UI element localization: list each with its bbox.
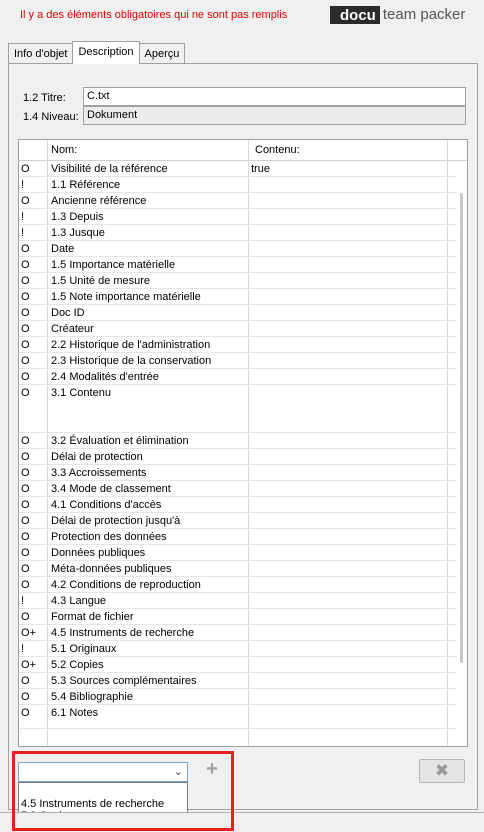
- warning-message: Il y a des éléments obligatoires qui ne sont pas remplis: [20, 9, 288, 21]
- table-row[interactable]: [19, 321, 457, 337]
- row-flag: O: [21, 323, 30, 335]
- row-name: Créateur: [51, 323, 94, 335]
- delete-icon: ✖: [434, 761, 450, 780]
- row-name: 5.3 Sources complémentaires: [51, 675, 197, 687]
- table-row[interactable]: [19, 577, 457, 593]
- tab-apercu[interactable]: Aperçu: [139, 43, 186, 64]
- row-name: 1.5 Unité de mesure: [51, 275, 151, 287]
- table-row[interactable]: [19, 353, 457, 369]
- row-name: 1.5 Importance matérielle: [51, 259, 176, 271]
- tab-info-objet[interactable]: Info d'objet: [8, 43, 73, 64]
- row-name: 4.2 Conditions de reproduction: [51, 579, 201, 591]
- row-flag: O: [21, 355, 30, 367]
- row-flag: O: [21, 339, 30, 351]
- row-name: 4.5 Instruments de recherche: [51, 627, 195, 639]
- delete-button[interactable]: [419, 759, 465, 783]
- row-name: 4.1 Conditions d'accès: [51, 499, 162, 511]
- row-flag: O: [21, 531, 30, 543]
- column-header-nom: Nom:: [51, 144, 78, 156]
- add-icon[interactable]: +: [206, 758, 218, 780]
- row-name: Doc ID: [51, 307, 85, 319]
- table-row[interactable]: [19, 385, 457, 433]
- app-logo: [330, 6, 465, 24]
- row-flag: O: [21, 387, 30, 399]
- row-name: 3.4 Mode de classement: [51, 483, 171, 495]
- metadata-table: [18, 139, 468, 747]
- table-row[interactable]: [19, 465, 457, 481]
- row-name: 2.4 Modalités d'entrée: [51, 371, 159, 383]
- row-flag: !: [21, 227, 25, 239]
- row-name: 1.1 Référence: [51, 179, 121, 191]
- row-name: Méta-données publiques: [51, 563, 172, 575]
- row-name: Format de fichier: [51, 611, 134, 623]
- row-name: 5.1 Originaux: [51, 643, 117, 655]
- row-flag: O: [21, 499, 30, 511]
- table-row[interactable]: [19, 625, 457, 641]
- titre-field[interactable]: C.txt: [83, 87, 466, 106]
- row-name: 3.2 Évaluation et élimination: [51, 435, 189, 447]
- table-row[interactable]: [19, 337, 457, 353]
- row-flag: !: [21, 179, 25, 191]
- vertical-scrollbar[interactable]: [457, 161, 467, 746]
- table-row[interactable]: [19, 657, 457, 673]
- row-flag: O+: [21, 627, 36, 639]
- row-flag: O: [21, 467, 30, 479]
- row-flag: O: [21, 691, 30, 703]
- row-flag: !: [21, 211, 25, 223]
- table-row[interactable]: [19, 161, 457, 177]
- row-name: 2.3 Historique de la conservation: [51, 355, 212, 367]
- table-row[interactable]: [19, 273, 457, 289]
- row-flag: O: [21, 707, 30, 719]
- table-row[interactable]: [19, 225, 457, 241]
- row-flag: O: [21, 371, 30, 383]
- row-name: Délai de protection: [51, 451, 143, 463]
- status-bar: [0, 812, 484, 832]
- table-row[interactable]: [19, 369, 457, 385]
- chevron-down-icon[interactable]: ⌄: [173, 766, 183, 778]
- row-name: 3.3 Accroissements: [51, 467, 147, 479]
- table-row[interactable]: [19, 705, 457, 729]
- table-row[interactable]: [19, 241, 457, 257]
- row-name: Visibilité de la référence: [51, 163, 168, 175]
- table-row[interactable]: [19, 289, 457, 305]
- row-flag: O: [21, 195, 30, 207]
- table-row[interactable]: [19, 641, 457, 657]
- row-flag: O: [21, 579, 30, 591]
- table-row[interactable]: [19, 193, 457, 209]
- row-flag: O: [21, 163, 30, 175]
- row-flag: !: [21, 595, 25, 607]
- logo-rest: team packer: [382, 6, 466, 23]
- row-name: Protection des données: [51, 531, 167, 543]
- row-flag: O: [21, 451, 30, 463]
- row-flag: O: [21, 291, 30, 303]
- table-row[interactable]: [19, 609, 457, 625]
- add-element-select[interactable]: [18, 762, 188, 782]
- table-row[interactable]: [19, 209, 457, 225]
- row-name: Délai de protection jusqu'à: [51, 515, 181, 527]
- table-row[interactable]: [19, 177, 457, 193]
- column-header-contenu: Contenu:: [255, 144, 300, 156]
- table-header: [19, 140, 467, 161]
- row-flag: O: [21, 547, 30, 559]
- scrollbar-thumb[interactable]: [460, 193, 463, 663]
- table-row[interactable]: [19, 305, 457, 321]
- table-row[interactable]: [19, 593, 457, 609]
- row-flag: O: [21, 563, 30, 575]
- row-name: 2.2 Historique de l'administration: [51, 339, 211, 351]
- logo-docu: docu: [330, 6, 380, 24]
- table-row[interactable]: [19, 433, 457, 449]
- row-name: Date: [51, 243, 75, 255]
- row-flag: O: [21, 259, 30, 271]
- row-name: 6.1 Notes: [51, 707, 99, 719]
- tab-description[interactable]: Description: [72, 41, 139, 64]
- row-flag: O: [21, 675, 30, 687]
- titre-label: 1.2 Titre:: [23, 92, 66, 104]
- table-row[interactable]: [19, 513, 457, 529]
- row-name: 1.3 Depuis: [51, 211, 104, 223]
- row-name: 1.5 Note importance matérielle: [51, 291, 201, 303]
- row-flag: O: [21, 275, 30, 287]
- table-row[interactable]: [19, 689, 457, 705]
- table-row[interactable]: [19, 497, 457, 513]
- table-row[interactable]: [19, 449, 457, 465]
- table-row[interactable]: [19, 257, 457, 273]
- row-flag: O+: [21, 659, 36, 671]
- row-name: 1.3 Jusque: [51, 227, 105, 239]
- row-name: 5.2 Copies: [51, 659, 104, 671]
- table-row[interactable]: [19, 673, 457, 689]
- row-flag: !: [21, 643, 25, 655]
- row-name: 4.3 Langue: [51, 595, 107, 607]
- tab-bar: [8, 42, 184, 64]
- row-name: 3.1 Contenu: [51, 387, 111, 399]
- niveau-label: 1.4 Niveau:: [23, 111, 79, 123]
- table-row[interactable]: [19, 545, 457, 561]
- row-name: Données publiques: [51, 547, 146, 559]
- niveau-field: Dokument: [83, 106, 466, 125]
- row-name: 5.4 Bibliographie: [51, 691, 133, 703]
- row-flag: O: [21, 435, 30, 447]
- table-row[interactable]: [19, 529, 457, 545]
- row-flag: O: [21, 307, 30, 319]
- row-value[interactable]: true: [251, 163, 270, 175]
- row-flag: O: [21, 515, 30, 527]
- row-flag: O: [21, 243, 30, 255]
- row-flag: O: [21, 483, 30, 495]
- dropdown-option[interactable]: 4.5 Instruments de recherche: [21, 798, 165, 810]
- row-name: Ancienne référence: [51, 195, 147, 207]
- table-row[interactable]: [19, 481, 457, 497]
- table-row[interactable]: [19, 561, 457, 577]
- row-flag: O: [21, 611, 30, 623]
